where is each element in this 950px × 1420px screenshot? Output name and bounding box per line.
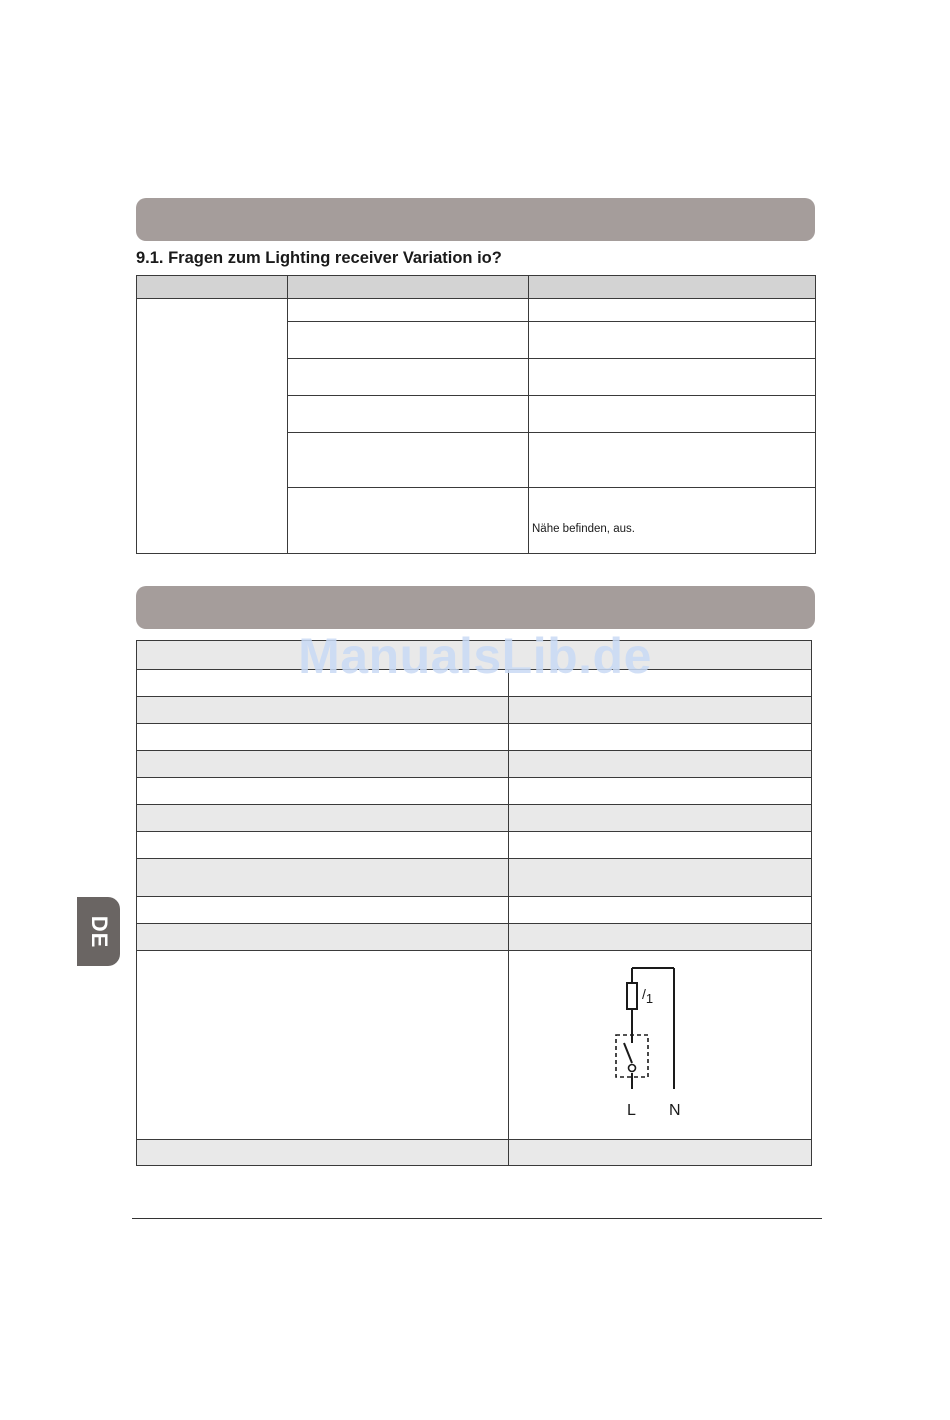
solution-cell — [529, 299, 816, 322]
table-header-row — [137, 276, 816, 299]
table-cell — [509, 832, 812, 859]
cause-cell — [288, 322, 529, 359]
table-cell — [509, 724, 812, 751]
table-cell — [137, 924, 509, 951]
faq-table — [136, 275, 816, 554]
solution-cell — [529, 322, 816, 359]
fuse-label: /1 — [642, 986, 654, 1006]
solution-cell — [529, 396, 816, 433]
wiring-diagram — [512, 951, 815, 1139]
terminal-label-n: N — [669, 1102, 681, 1119]
table-header-cell — [288, 276, 529, 299]
table-cell — [509, 697, 812, 724]
language-tab — [77, 897, 120, 966]
table-row — [137, 778, 812, 805]
table-row — [137, 1140, 812, 1166]
solution-cell — [529, 488, 816, 554]
footer-divider — [132, 1218, 822, 1219]
table-header-cell — [137, 276, 288, 299]
fuse-symbol — [627, 983, 637, 1009]
table-cell — [509, 805, 812, 832]
table-row — [137, 697, 812, 724]
table-cell — [137, 897, 509, 924]
solution-cell — [529, 359, 816, 396]
table-row — [137, 859, 812, 897]
table-cell — [509, 924, 812, 951]
problem-cell — [137, 299, 288, 554]
table-cell — [137, 951, 509, 1140]
terminal-label-l: L — [627, 1102, 636, 1119]
technical-data-table — [136, 640, 812, 1166]
table-row — [137, 924, 812, 951]
table-cell — [509, 751, 812, 778]
cause-cell — [288, 359, 529, 396]
cause-cell — [288, 299, 529, 322]
table-cell — [137, 1140, 509, 1166]
table-row — [137, 951, 812, 1140]
table-cell — [137, 724, 509, 751]
table-row — [137, 805, 812, 832]
table-row — [137, 299, 816, 322]
table-cell — [137, 859, 509, 897]
switch-pivot — [629, 1065, 636, 1072]
table-cell — [137, 805, 509, 832]
table-cell — [509, 859, 812, 897]
table-row — [137, 724, 812, 751]
table-row — [137, 832, 812, 859]
wiring-diagram-cell — [509, 951, 812, 1140]
cause-cell — [288, 488, 529, 554]
table-row — [137, 897, 812, 924]
table-cell — [137, 697, 509, 724]
language-label: DE — [86, 915, 112, 948]
cause-cell — [288, 433, 529, 488]
table-row — [137, 751, 812, 778]
table-cell — [509, 897, 812, 924]
table-cell — [509, 778, 812, 805]
section-header-bar — [136, 198, 815, 241]
cause-cell — [288, 396, 529, 433]
table-cell — [137, 832, 509, 859]
table-cell — [137, 778, 509, 805]
table-header-cell — [529, 276, 816, 299]
switch-contact — [624, 1043, 632, 1063]
section-heading: 9.1. Fragen zum Lighting receiver Variation io? — [136, 249, 502, 267]
table-cell — [509, 1140, 812, 1166]
section-header-bar — [136, 586, 815, 629]
watermark: ManualsLib.de — [298, 628, 652, 684]
solution-text: Nähe befinden, aus. — [532, 523, 635, 535]
table-cell — [137, 751, 509, 778]
solution-cell — [529, 433, 816, 488]
